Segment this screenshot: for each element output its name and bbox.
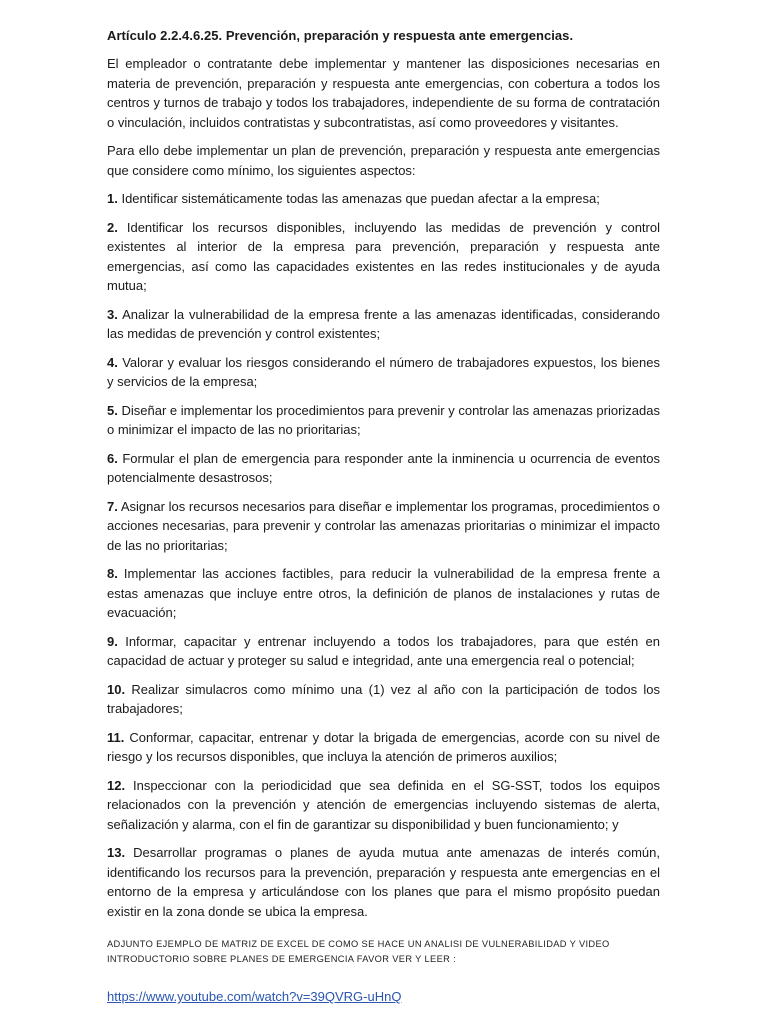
item-text: Desarrollar programas o planes de ayuda mutua ante amenazas de interés común, identificando los recursos para la prevención, preparación y respuesta ante emergencias en el entorno de la empresa y articulándose con los planes que para el mismo propósito puedan existir en la zona donde se ubica la empresa. — [107, 845, 660, 919]
list-item — [107, 305, 660, 344]
item-number: 10. — [107, 681, 126, 697]
item-number: 1. — [107, 191, 118, 206]
item-text: Identificar sistemáticamente todas las amenazas que puedan afectar a la empresa; — [121, 191, 600, 206]
item-text: Informar, capacitar y entrenar incluyendo a todos los trabajadores, para que estén en capacidad de actuar y proteger su salud e integridad, ante una emergencia real o potencial; — [107, 633, 660, 668]
item-number: 12. — [107, 777, 126, 793]
item-number: 5. — [107, 402, 118, 418]
item-text: Realizar simulacros como mínimo una (1) vez al año con la participación de todos los trabajadores; — [107, 681, 660, 716]
item-text: Formular el plan de emergencia para responder ante la inminencia u ocurrencia de eventos potencialmente desastrosos; — [107, 450, 660, 485]
item-text: Inspeccionar con la periodicidad que sea definida en el SG-SST, todos los equipos relacionados con la prevención y atención de emergencias incluyendo sistemas de alerta, señalización y alarma, con el fin de garantizar su disponibilidad y buen funcionamiento; y — [107, 777, 660, 832]
list-item — [107, 680, 660, 719]
list-item — [107, 401, 660, 440]
list-item — [107, 218, 660, 296]
attachment-note: ADJUNTO EJEMPLO DE MATRIZ DE EXCEL DE COMO SE HACE UN ANALISI DE VULNERABILIDAD Y VIDEO INTRODUCTORIO SOBRE PLANES DE EMERGENCIA FAVOR VER Y LEER : — [107, 939, 610, 964]
article-title: Artículo 2.2.4.6.25. Prevención, preparación y respuesta ante emergencias. — [107, 28, 574, 43]
item-number: 9. — [107, 633, 118, 649]
item-text: Diseñar e implementar los procedimientos para prevenir y controlar las amenazas priorizadas o minimizar el impacto de las no prioritarias; — [107, 402, 660, 437]
list-item — [107, 353, 660, 392]
aspects-list — [107, 189, 660, 921]
document-page — [107, 26, 660, 1006]
item-number: 6. — [107, 450, 118, 466]
item-number: 8. — [107, 566, 118, 581]
list-item — [107, 728, 660, 767]
list-item — [107, 189, 660, 209]
item-text: Valorar y evaluar los riesgos considerando el número de trabajadores expuestos, los bienes y servicios de la empresa; — [107, 354, 660, 389]
item-number: 3. — [107, 306, 118, 322]
list-item — [107, 564, 660, 623]
item-number: 4. — [107, 354, 118, 370]
item-text: Asignar los recursos necesarios para diseñar e implementar los programas, procedimientos o acciones necesarias, para prevenir y controlar las amenazas prioritarias o minimizar el impacto de las no prioritarias; — [107, 498, 660, 553]
list-item — [107, 776, 660, 835]
item-number: 2. — [107, 219, 118, 235]
list-item — [107, 449, 660, 488]
intro-paragraph: El empleador o contratante debe implementar y mantener las disposiciones necesarias en materia de prevención, preparación y respuesta ante emergencias, con cobertura a todos los centros y turnos de trabajo y todos los trabajadores, independiente de su forma de contratación o vinculación, incluidos contratistas y subcontratistas, así como proveedores y visitantes. — [107, 56, 660, 130]
item-number: 11. — [107, 729, 125, 745]
item-text: Identificar los recursos disponibles, incluyendo las medidas de prevención y control existentes al interior de la empresa para prevención, preparación y respuesta ante emergencias, así como las capacidades existentes en las redes institucionales y de ayuda mutua; — [107, 219, 660, 293]
item-number: 13. — [107, 845, 126, 860]
youtube-link[interactable]: https://www.youtube.com/watch?v=39QVRG-uHnQ — [107, 989, 402, 1004]
item-number: 7. — [107, 498, 118, 514]
item-text: Implementar las acciones factibles, para reducir la vulnerabilidad de la empresa frente a estas amenazas que incluye entre otros, la definición de planos de instalaciones y rutas de evacuación; — [107, 566, 660, 620]
item-text: Analizar la vulnerabilidad de la empresa frente a las amenazas identificadas, considerando las medidas de prevención y control existentes; — [107, 306, 660, 341]
item-text: Conformar, capacitar, entrenar y dotar la brigada de emergencias, acorde con su nivel de riesgo y los recursos disponibles, que incluya la atención de primeros auxilios; — [107, 729, 660, 764]
list-item — [107, 843, 660, 921]
list-item — [107, 497, 660, 556]
list-item — [107, 632, 660, 671]
lead-paragraph: Para ello debe implementar un plan de prevención, preparación y respuesta ante emergencias que considere como mínimo, los siguientes aspectos: — [107, 143, 660, 178]
